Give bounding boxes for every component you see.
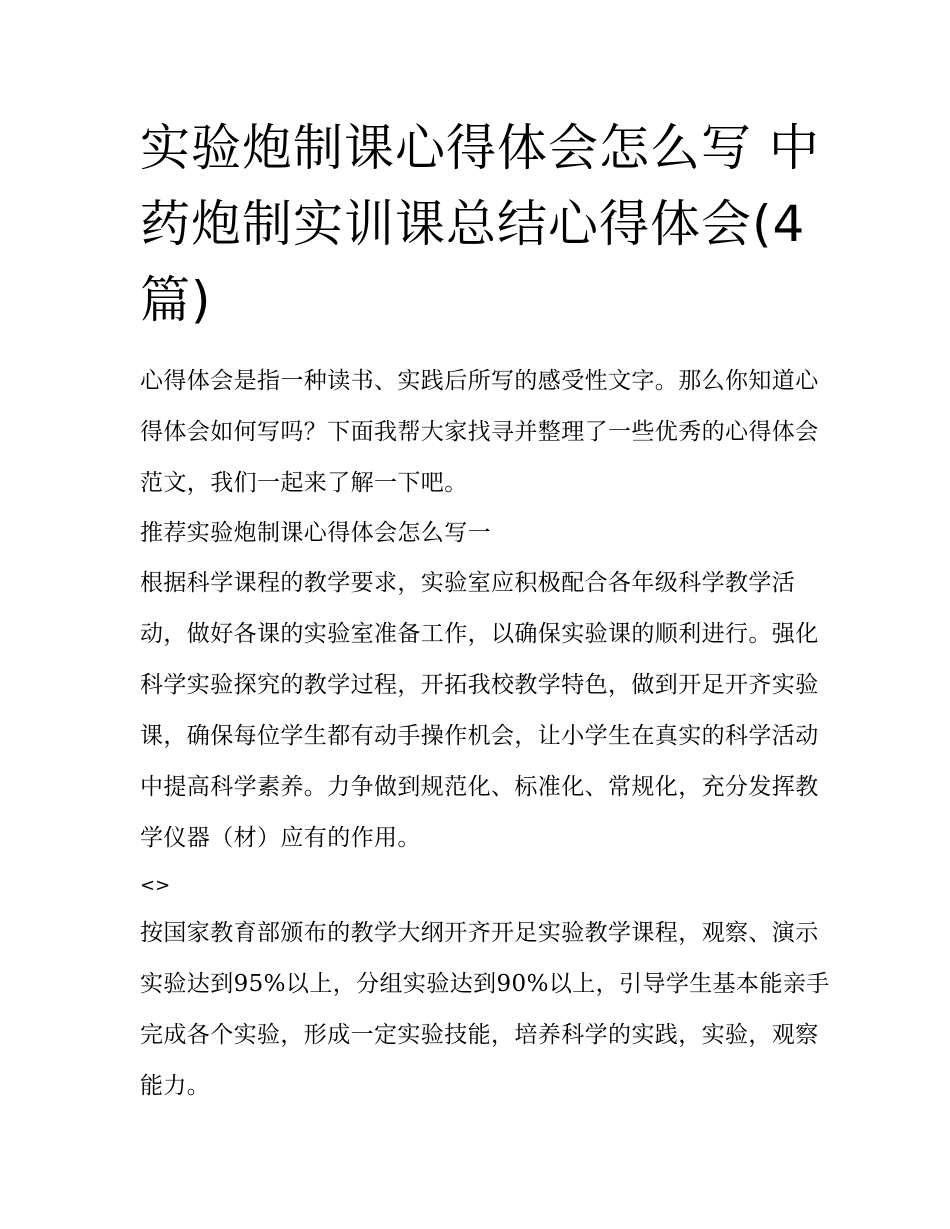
body-paragraph: 按国家教育部颁布的教学大纲开齐开足实验教学课程，观察、演示实验达到95%以上，分组实验达到90%以上，引导学生基本能亲手完成各个实验，形成一定实验技能，培养科学的实践，实验，观察能力。 <box>140 920 830 1099</box>
document-title: 实验炮制课心得体会怎么写 中药炮制实训课总结心得体会(4篇) <box>140 119 820 329</box>
document-body <box>140 356 830 1112</box>
body-paragraph: 根据科学课程的教学要求，实验室应积极配合各年级科学教学活动，做好各课的实验室准备工作，以确保实验课的顺利进行。强化科学实验探究的教学过程，开拓我校教学特色，做到开足开齐实验课，确保每位学生都有动手操作机会，让小学生在真实的科学活动中提高科学素养。力争做到规范化、标准化、常规化，充分发挥教学仪器（材）应有的作用。 <box>140 570 819 851</box>
document-page <box>140 0 830 1112</box>
intro-paragraph: 心得体会是指一种读书、实践后所写的感受性文字。那么你知道心得体会如何写吗？下面我帮大家找寻并整理了一些优秀的心得体会范文，我们一起来了解一下吧。 <box>140 368 819 496</box>
placeholder-marker: <> <box>140 875 171 896</box>
section-heading: 推荐实验炮制课心得体会怎么写一 <box>140 520 491 546</box>
